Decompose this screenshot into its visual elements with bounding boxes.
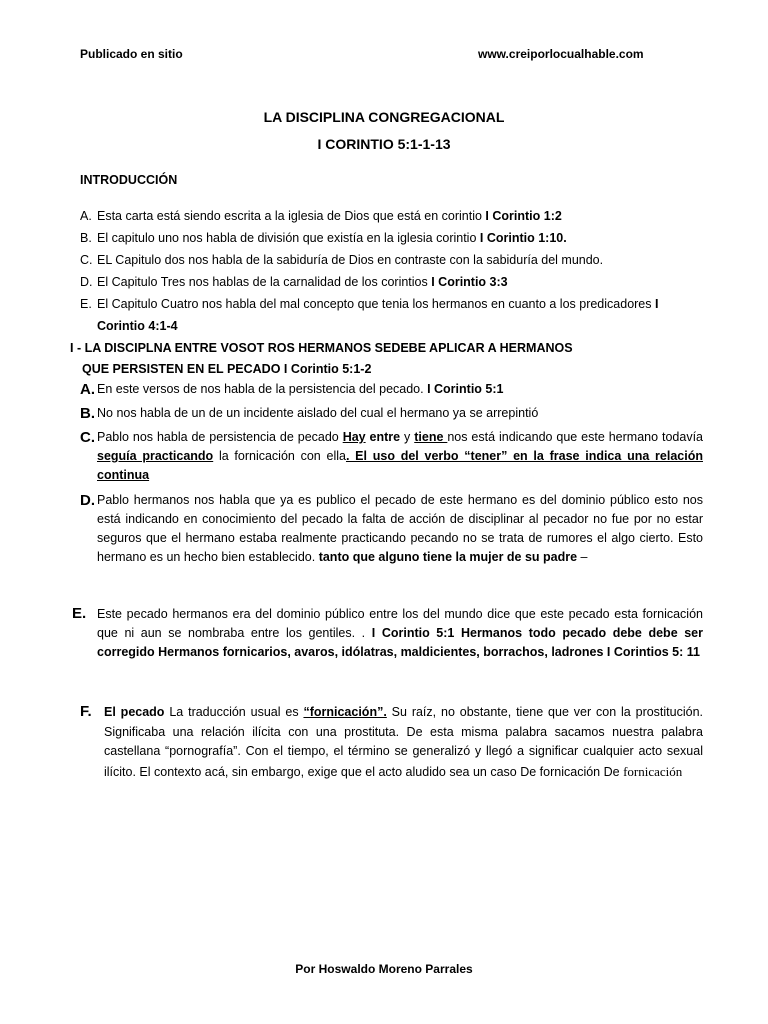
item-f-body: [80, 703, 703, 782]
emphasis-entre: entre: [365, 430, 401, 444]
bible-reference: I Corintio 1:2: [485, 209, 562, 223]
section-item-d: [80, 491, 703, 567]
section-item-text: Pablo hermanos nos habla que ya es publico el pecado de este hermano es del dominio público esto nos está indicando en conocimiento del pecado la falta de acción de disciplinar al pecador no fue por no estar seguros que el hermano estaba realmente practicando pecando no se trata de rumores el algo cierto. Esto hermano es un hecho bien establecido.: [97, 493, 703, 564]
section-list: [80, 380, 703, 573]
item-e-body: [72, 605, 703, 662]
list-letter: A.: [80, 209, 92, 223]
document-title: LA DISCIPLINA CONGREGACIONAL: [263, 109, 505, 125]
bible-reference: I Corintio 1:10.: [479, 231, 567, 245]
emphasis-text: tanto que alguno tiene la mujer de su padre: [318, 550, 578, 564]
item-f-text: La traducción usual es: [164, 705, 304, 719]
item-c-text: nos está indicando que este hermano todavía: [447, 430, 703, 444]
intro-item-text: El Capitulo Cuatro nos habla del mal concepto que tenia los hermanos en cuanto a los predicadores: [97, 297, 655, 311]
intro-item-d: [80, 271, 700, 293]
list-letter: A.: [80, 381, 95, 398]
emphasis-verb-note: . El uso del verbo “tener” en la frase indica una relación continua: [97, 449, 703, 482]
intro-item-text: EL Capitulo dos nos habla de la sabiduría de Dios en contraste con la sabiduría del mundo.: [97, 253, 604, 267]
intro-item-e: [80, 293, 700, 337]
emphasis-el-pecado: El pecado: [104, 705, 165, 719]
section-item-c: [80, 428, 703, 485]
emphasis-tiene: tiene: [414, 430, 448, 444]
list-letter: B.: [80, 405, 95, 422]
intro-heading: INTRODUCCIÓN: [80, 173, 178, 187]
bible-reference: I Corintio 4:1-4: [97, 297, 659, 333]
intro-item-b: [80, 227, 700, 249]
section-item-text: Este pecado hermanos era del dominio público entre los del mundo dice que este pecado esta fornicación que ni aun se nombraba entre los gentiles. .: [97, 607, 703, 640]
section-item-text: En este versos de nos habla de la persistencia del pecado.: [97, 382, 428, 396]
intro-item-c: [80, 249, 700, 271]
document-subtitle: I CORINTIO 5:1-1-13: [317, 136, 451, 152]
list-letter: C.: [80, 429, 95, 446]
section-heading: [70, 338, 690, 380]
section-item-a: [80, 380, 703, 399]
bible-reference: I Corintio 5:1 Hermanos todo pecado debe debe ser corregido Hermanos fornicarios, avaros, idólatras, maldicientes, borrachos, ladrones I Corintios 5: 11: [97, 626, 704, 659]
emphasis-seguia: seguía practicando: [97, 449, 214, 463]
list-letter: E.: [80, 297, 92, 311]
section-item-text: No nos habla de un de un incidente aislado del cual el hermano ya se arrepintió: [97, 406, 539, 420]
item-c-text: la fornicación con ella: [213, 449, 346, 463]
list-letter: C.: [80, 253, 93, 267]
emphasis-fornicacion: “fornicación”.: [303, 705, 387, 719]
list-letter: E.: [72, 605, 87, 622]
section-item-e: [72, 605, 703, 662]
list-letter: D.: [80, 275, 93, 289]
intro-list: [80, 205, 700, 337]
header-website: www.creiporlocualhable.com: [478, 47, 644, 61]
footer-author: Por Hoswaldo Moreno Parrales: [295, 962, 473, 976]
bible-reference: I Corintio 5:1: [427, 382, 504, 396]
emphasis-hay: Hay: [342, 430, 366, 444]
bible-reference: I Corintio 3:3: [431, 275, 508, 289]
section-item-f: [80, 703, 703, 782]
list-letter: D.: [80, 492, 95, 509]
intro-item-a: [80, 205, 700, 227]
section-heading-line2: QUE PERSISTEN EN EL PECADO I Corintio 5:1-2: [82, 362, 372, 376]
intro-item-text: El Capitulo Tres nos hablas de la carnalidad de los corintios: [97, 275, 432, 289]
item-f-text: Su raíz, no obstante, tiene que ver con la prostitución. Significaba una relación ilícita con una prostituta. De esta misma palabra sacamos nuestra palabra castellana “pornografía”. Con el tiempo, el término se generalizó y llegó a significar cualquier acto sexual ilícito. El contexto acá, sin embargo, exige que el acto aludido sea un caso De fornicación De: [104, 705, 704, 779]
item-f-serif-word: fornicación: [623, 763, 683, 779]
header-published: Publicado en sitio: [80, 47, 183, 61]
section-item-b: [80, 404, 703, 423]
item-c-text: Pablo nos habla de persistencia de pecado: [97, 430, 343, 444]
list-letter: B.: [80, 231, 92, 245]
list-letter: F.: [80, 703, 92, 720]
item-c-text: y: [400, 430, 415, 444]
section-heading-line1: I - LA DISCIPLNA ENTRE VOSOT ROS HERMANOS SEDEBE APLICAR A HERMANOS: [70, 341, 573, 355]
intro-item-text: El capitulo uno nos habla de división que existía en la iglesia corintio: [97, 231, 480, 245]
intro-item-text: Esta carta está siendo escrita a la iglesia de Dios que está en corintio: [97, 209, 486, 223]
item-d-end: –: [577, 550, 588, 564]
